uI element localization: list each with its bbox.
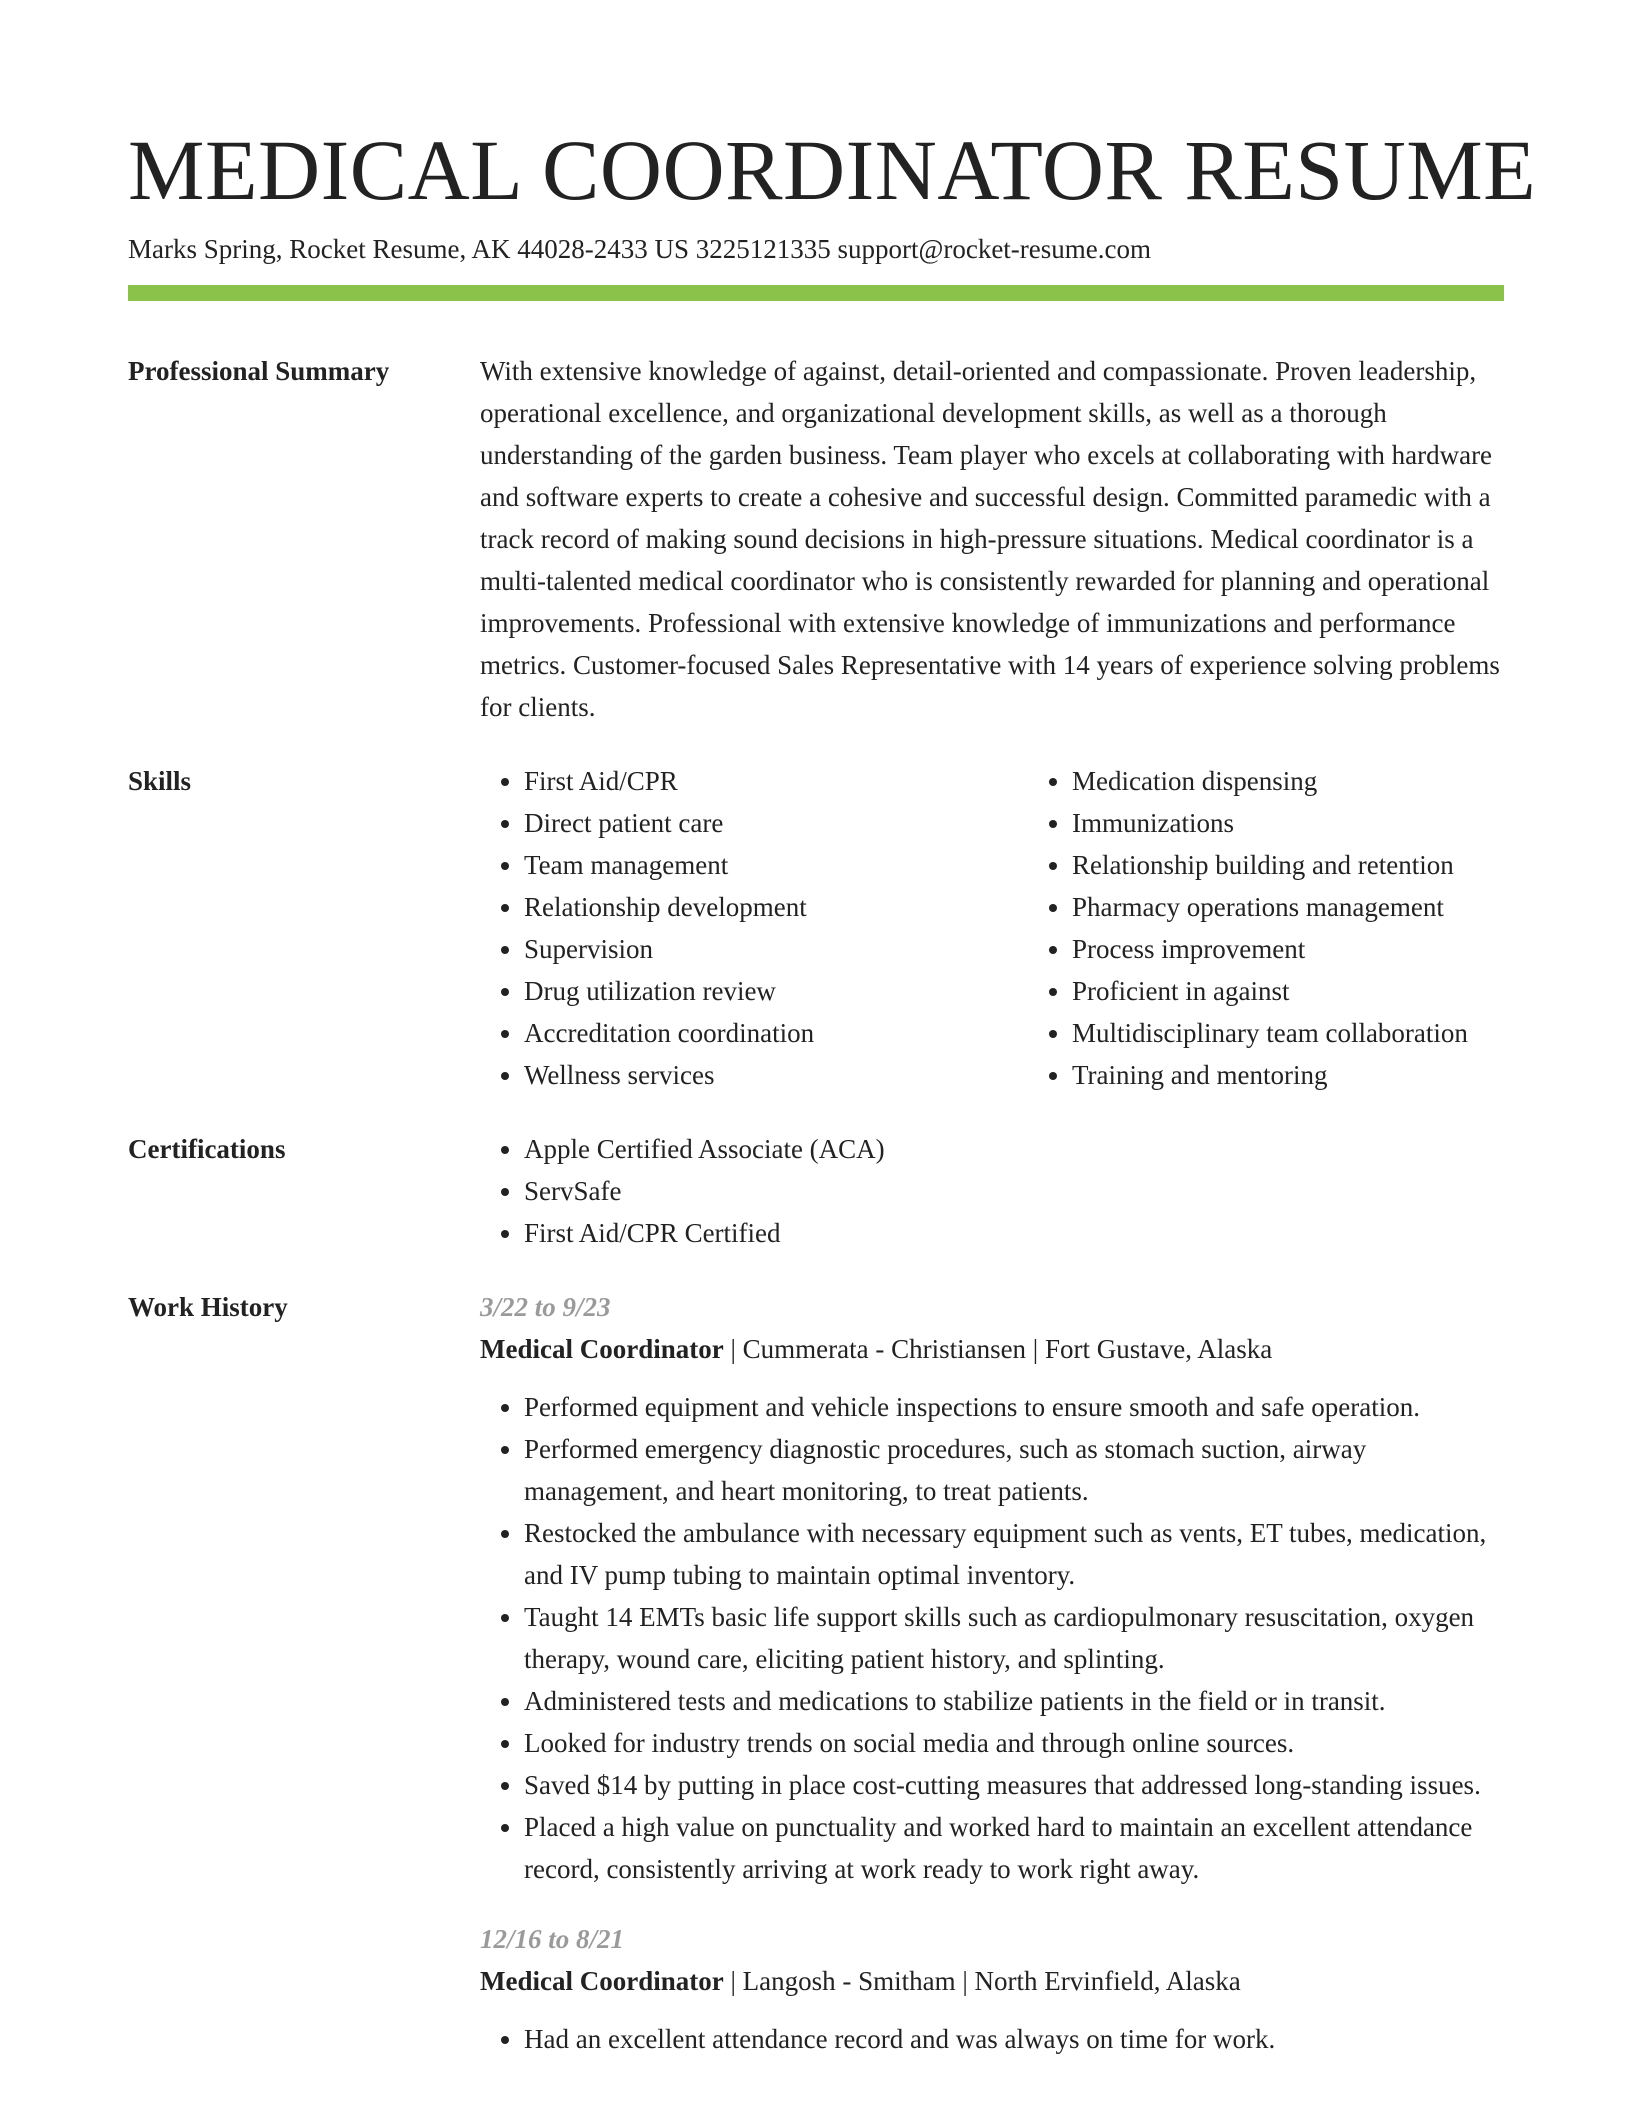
certification-item: • First Aid/CPR Certified [524, 1212, 1504, 1254]
job-details: | Cummerata - Christiansen | Fort Gustave, Alaska [723, 1334, 1273, 1364]
page-title: MEDICAL COORDINATOR RESUME [128, 122, 1537, 218]
skill-item: • Direct patient care [524, 802, 1028, 844]
certifications-body [480, 1128, 1504, 1254]
skill-item: • Accreditation coordination [524, 1012, 1028, 1054]
job-entry [480, 1286, 1504, 1890]
job-entry [480, 1918, 1504, 2060]
certifications-label: Certifications [128, 1134, 286, 1164]
summary-section [128, 350, 1504, 728]
accent-divider [128, 285, 1504, 301]
skill-item: • Relationship building and retention [1072, 844, 1576, 886]
job-bullet: • Looked for industry trends on social media and through online sources. [524, 1722, 1504, 1764]
work-history-label: Work History [128, 1292, 288, 1322]
skill-item: • Team management [524, 844, 1028, 886]
job-bullet: • Saved $14 by putting in place cost-cutting measures that addressed long-standing issues. [524, 1764, 1504, 1806]
job-bullet: • Taught 14 EMTs basic life support skills such as cardiopulmonary resuscitation, oxygen therapy, wound care, eliciting patient history, and splinting. [524, 1596, 1504, 1680]
job-bullet: • Performed equipment and vehicle inspections to ensure smooth and safe operation. [524, 1386, 1504, 1428]
skill-item: • Pharmacy operations management [1072, 886, 1576, 928]
resume-sections [128, 350, 1504, 2120]
job-heading [480, 1328, 1504, 1370]
skill-item: • Multidisciplinary team collaboration [1072, 1012, 1576, 1054]
job-bullets [480, 2018, 1504, 2060]
skill-item: • Training and mentoring [1072, 1054, 1576, 1096]
skill-item: • Proficient in against [1072, 970, 1576, 1012]
job-bullet: • Performed emergency diagnostic procedures, such as stomach suction, airway management, and heart monitoring, to treat patients. [524, 1428, 1504, 1512]
skill-item: • Supervision [524, 928, 1028, 970]
job-title: Medical Coordinator [480, 1334, 724, 1364]
job-dates: 12/16 to 8/21 [480, 1924, 625, 1954]
skills-list-right [1028, 760, 1576, 1096]
certifications-section [128, 1128, 1504, 1254]
skill-item: • First Aid/CPR [524, 760, 1028, 802]
skills-body [480, 760, 1576, 1096]
summary-label: Professional Summary [128, 356, 390, 386]
skill-item: • Process improvement [1072, 928, 1576, 970]
skills-section [128, 760, 1504, 1096]
work-history-body [480, 1286, 1504, 2088]
job-bullet: • Restocked the ambulance with necessary equipment such as vents, ET tubes, medication, and IV pump tubing to maintain optimal inventory. [524, 1512, 1504, 1596]
work-history-section [128, 1286, 1504, 2088]
skills-list-left [480, 760, 1028, 1096]
job-bullet: • Placed a high value on punctuality and worked hard to maintain an excellent attendance record, consistently arriving at work ready to work right away. [524, 1806, 1504, 1890]
skill-item: • Wellness services [524, 1054, 1028, 1096]
job-heading [480, 1960, 1504, 2002]
job-dates: 3/22 to 9/23 [480, 1292, 611, 1322]
skill-item: • Drug utilization review [524, 970, 1028, 1012]
contact-line: Marks Spring, Rocket Resume, AK 44028-2433 US 3225121335 support@rocket-resume.com [128, 234, 1151, 264]
job-bullets [480, 1386, 1504, 1890]
skills-label: Skills [128, 766, 192, 796]
certification-item: • ServSafe [524, 1170, 1504, 1212]
job-bullet: • Had an excellent attendance record and was always on time for work. [524, 2018, 1504, 2060]
certifications-list [480, 1128, 1504, 1254]
job-bullet: • Administered tests and medications to stabilize patients in the field or in transit. [524, 1680, 1504, 1722]
summary-text: With extensive knowledge of against, detail-oriented and compassionate. Proven leadership, operational excellence, and organizational development skills, as well as a thorough understanding of the garden business. Team player who excels at collaborating with hardware and software experts to create a cohesive and successful design. Committed paramedic with a track record of making sound decisions in high-pressure situations. Medical coordinator is a multi-talented medical coordinator who is consistently rewarded for planning and operational improvements. Professional with extensive knowledge of immunizations and performance metrics. Customer-focused Sales Representative with 14 years of experience solving problems for clients. [480, 356, 1500, 722]
skill-item: • Medication dispensing [1072, 760, 1576, 802]
job-details: | Langosh - Smitham | North Ervinfield, Alaska [723, 1966, 1241, 1996]
summary-body [480, 350, 1504, 728]
certification-item: • Apple Certified Associate (ACA) [524, 1128, 1504, 1170]
skill-item: • Relationship development [524, 886, 1028, 928]
job-title: Medical Coordinator [480, 1966, 724, 1996]
skill-item: • Immunizations [1072, 802, 1576, 844]
